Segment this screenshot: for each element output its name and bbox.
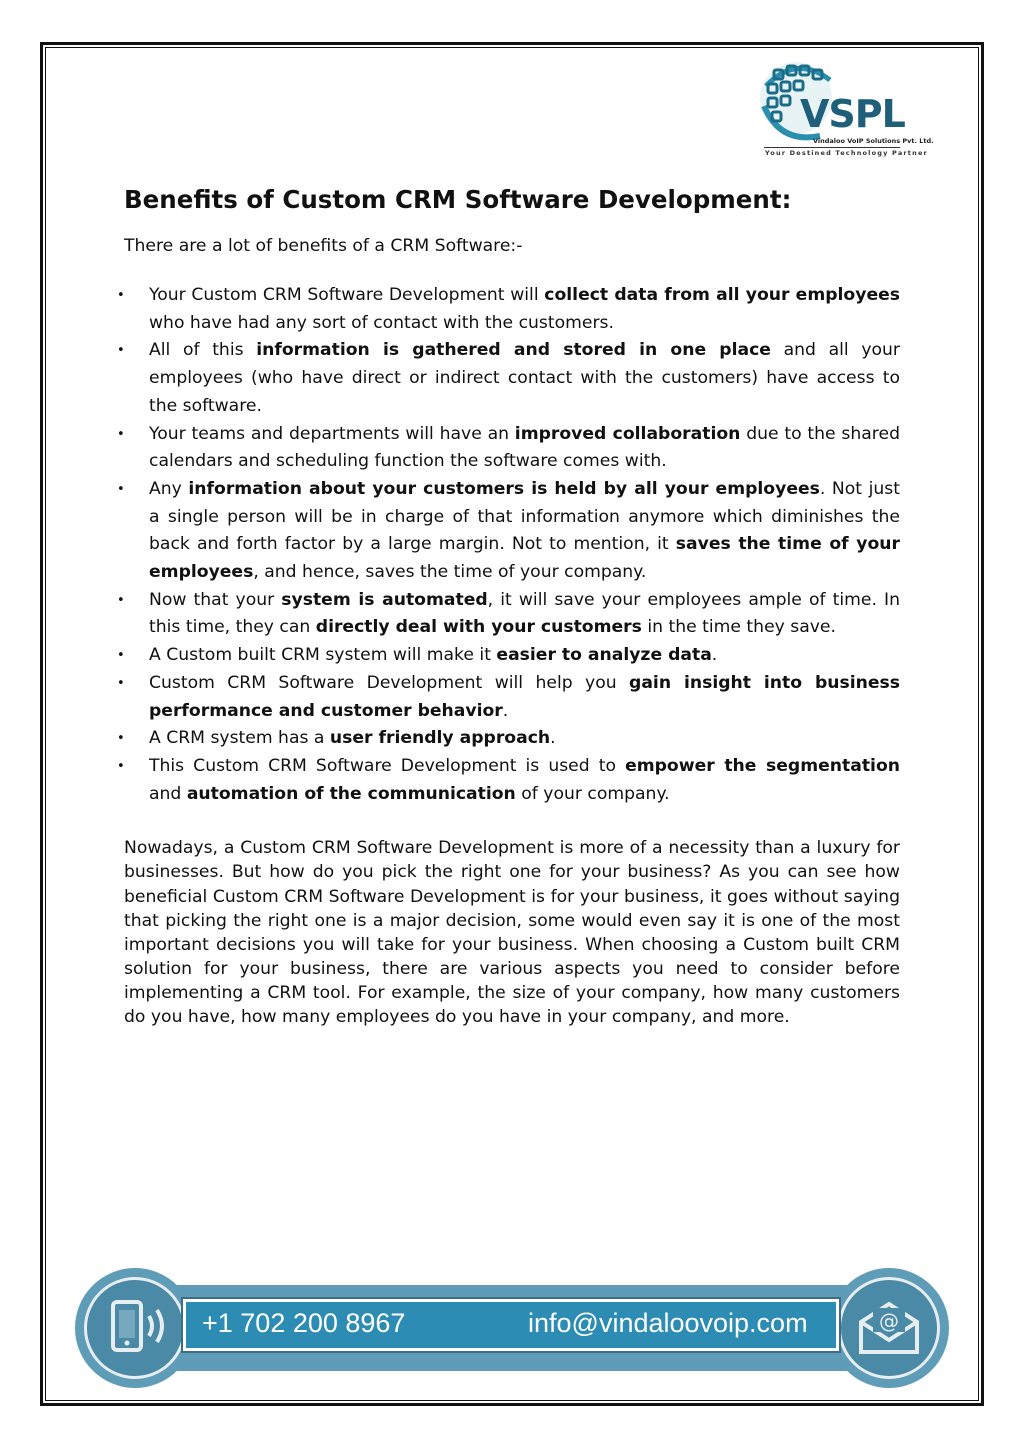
benefit-text: Custom CRM Software Development will help you xyxy=(149,672,630,693)
benefit-item xyxy=(117,337,900,420)
benefit-text: A Custom built CRM system will make it xyxy=(149,645,497,666)
phone-circle xyxy=(75,1268,195,1388)
benefit-text: Your teams and departments will have an xyxy=(149,423,515,444)
logo-wordmark: VSPL xyxy=(800,92,905,136)
benefit-highlight: improved collaboration xyxy=(514,423,741,444)
benefit-highlight: saves the time of your employees xyxy=(149,534,900,583)
benefits-list xyxy=(117,282,901,808)
benefit-highlight: easier to analyze data xyxy=(496,645,712,666)
bullet-marker: • xyxy=(117,426,125,442)
logo-company-name: Vindaloo VoIP Solutions Pvt. Ltd. xyxy=(813,137,934,145)
email-envelope-icon xyxy=(841,1280,937,1376)
page-title: Benefits of Custom CRM Software Development: xyxy=(124,185,792,214)
svg-text:@: @ xyxy=(879,1309,899,1333)
bullet-marker: • xyxy=(117,758,125,774)
bullet-marker: • xyxy=(117,592,125,608)
benefit-highlight: directly deal with your customers xyxy=(315,617,642,638)
contact-footer xyxy=(75,1268,949,1388)
bullet-marker: • xyxy=(117,481,125,497)
benefit-text: Now that your xyxy=(149,589,282,610)
benefit-highlight: user friendly approach xyxy=(329,728,551,749)
benefit-text: . xyxy=(711,645,718,666)
intro-text: There are a lot of benefits of a CRM Software:- xyxy=(124,236,523,256)
benefit-item xyxy=(117,642,900,670)
benefit-item xyxy=(117,587,901,642)
benefit-text: A CRM system has a xyxy=(149,728,330,749)
benefit-text: . xyxy=(502,700,509,721)
document-body xyxy=(117,180,901,1029)
body-paragraph: Nowadays, a Custom CRM Software Development is more of a necessity than a luxury for businesses. But how do you pick the right one for your business? As you can see how beneficial Custom CRM Software Development is for your business, it goes without saying that picking the right one is a major decision, some would even say it is one of the most important decisions you will take for your business. When choosing a Custom built CRM solution for your business, there are various aspects you need to consider before implementing a CRM tool. For example, the size of your company, how many customers do you have, how many employees do you have in your company, and more. xyxy=(124,838,900,1028)
benefit-text: and xyxy=(149,783,187,804)
benefit-text: Your Custom CRM Software Development will xyxy=(149,285,545,305)
benefit-text: , it will save your employees ample of time. In this time, they can xyxy=(149,589,901,638)
email-address[interactable]: info@vindaloovoip.com xyxy=(528,1308,808,1338)
benefit-highlight: system is automated xyxy=(281,589,488,610)
mobile-phone-icon xyxy=(87,1280,183,1376)
benefit-highlight: gain insight into business performance and customer behavior xyxy=(149,672,900,721)
benefit-highlight: information is gathered and stored in one place xyxy=(256,340,771,361)
benefit-text: All of this xyxy=(149,340,257,361)
phone-number[interactable]: +1 702 200 8967 xyxy=(202,1308,406,1338)
bullet-marker: • xyxy=(117,731,125,747)
benefit-highlight: information about your customers is held by all your employees xyxy=(188,478,820,499)
logo-tagline: Your Destined Technology Partner xyxy=(765,149,928,157)
benefit-item xyxy=(117,476,900,587)
logo-divider xyxy=(764,147,900,148)
benefit-text: due to the shared calendars and scheduling function the software comes with. xyxy=(149,423,900,472)
benefit-item xyxy=(117,282,900,337)
bullet-marker: • xyxy=(117,343,125,359)
benefit-text: in the time they save. xyxy=(641,617,836,638)
contact-box xyxy=(183,1299,839,1351)
benefit-text: Any xyxy=(149,478,189,499)
benefit-text: . Not just a single person will be in charge of that information anymore which diminishes the back and forth factor by a large margin. Not to mention, it xyxy=(149,478,900,555)
benefit-text: This Custom CRM Software Development is used to xyxy=(149,755,626,776)
benefit-text: who have had any sort of contact with the customers. xyxy=(149,312,614,333)
bullet-marker: • xyxy=(117,675,125,691)
bullet-marker: • xyxy=(117,648,125,664)
benefit-text: . xyxy=(550,728,556,749)
benefit-highlight: automation of the communication xyxy=(186,783,516,804)
benefit-highlight: empower the segmentation xyxy=(625,755,900,776)
benefit-text: of your company. xyxy=(515,783,670,804)
benefit-highlight: collect data from all your employees xyxy=(544,285,900,305)
benefit-item xyxy=(117,753,900,808)
benefit-text: and all your employees (who have direct or indirect contact with the customers) have access to the software. xyxy=(149,340,900,416)
email-circle xyxy=(829,1268,949,1388)
benefit-item xyxy=(117,421,900,476)
benefit-text: , and hence, saves the time of your company. xyxy=(253,562,647,583)
benefit-item xyxy=(117,725,900,753)
benefit-item xyxy=(117,670,900,725)
bullet-marker: • xyxy=(117,288,125,303)
